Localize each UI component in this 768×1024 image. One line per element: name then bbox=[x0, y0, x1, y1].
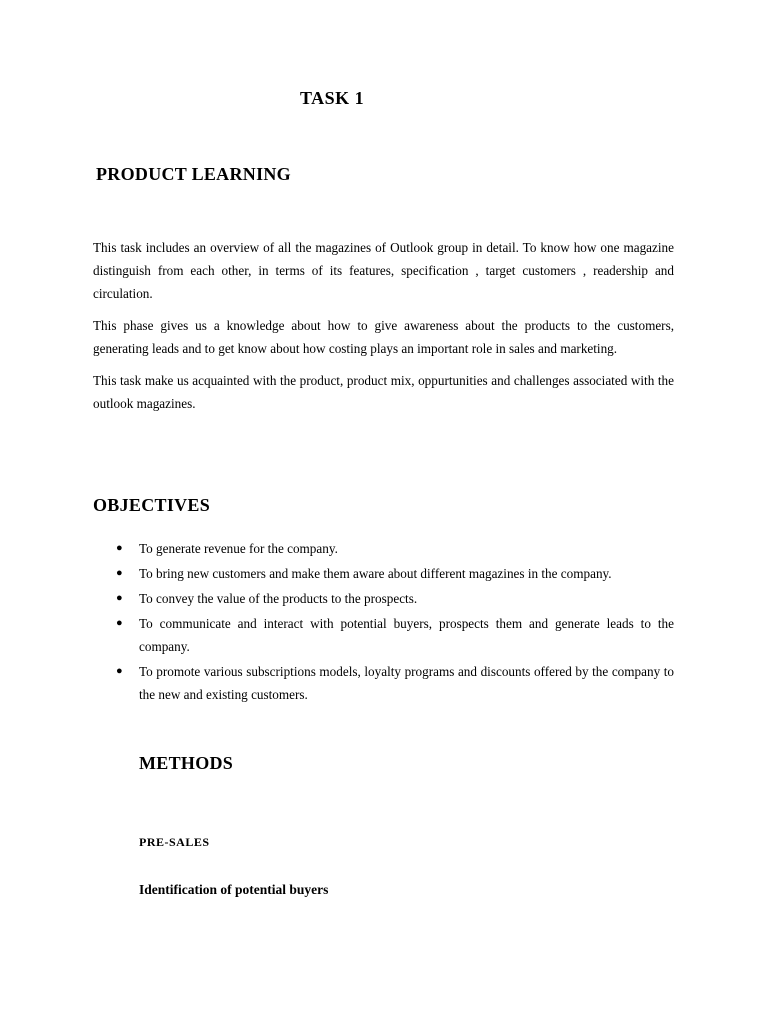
list-item bbox=[93, 537, 674, 560]
pre-sales-label: PRE-SALES bbox=[139, 835, 210, 849]
list-item bbox=[93, 660, 674, 706]
intro-paragraph: This task includes an overview of all the magazines of Outlook group in detail. To know how one magazine distinguish from each other, in terms of its features, specification , target customers , readership and circulation. bbox=[93, 240, 674, 301]
methods-title: METHODS bbox=[139, 753, 234, 773]
objectives-title: OBJECTIVES bbox=[93, 495, 211, 515]
list-item-text: To communicate and interact with potential buyers, prospects them and generate leads to the company. bbox=[139, 616, 674, 654]
list-item-text: To convey the value of the products to the prospects. bbox=[139, 591, 418, 606]
bullet-icon: ● bbox=[116, 592, 123, 604]
list-item-text: To promote various subscriptions models, loyalty programs and discounts offered by the company to the new and existing customers. bbox=[139, 664, 674, 702]
bullet-icon: ● bbox=[116, 665, 123, 677]
bullet-icon: ● bbox=[116, 542, 123, 554]
intro-paragraph: This task make us acquainted with the product, product mix, oppurtunities and challenges associated with the outlook magazines. bbox=[93, 373, 674, 411]
objectives-list bbox=[93, 537, 674, 708]
task-title: TASK 1 bbox=[300, 88, 365, 108]
bullet-icon: ● bbox=[116, 617, 123, 629]
list-item-text: To generate revenue for the company. bbox=[139, 541, 338, 556]
list-item bbox=[93, 587, 674, 610]
intro-text bbox=[93, 236, 674, 424]
section-title: PRODUCT LEARNING bbox=[96, 164, 291, 184]
intro-paragraph: This phase gives us a knowledge about how to give awareness about the products to the customers, generating leads and to get know about how costing plays an important role in sales and marketing. bbox=[93, 318, 674, 356]
list-item bbox=[93, 612, 674, 658]
list-item bbox=[93, 562, 674, 585]
identification-heading: Identification of potential buyers bbox=[139, 882, 329, 897]
bullet-icon: ● bbox=[116, 567, 123, 579]
list-item-text: To bring new customers and make them aware about different magazines in the company. bbox=[139, 566, 612, 581]
